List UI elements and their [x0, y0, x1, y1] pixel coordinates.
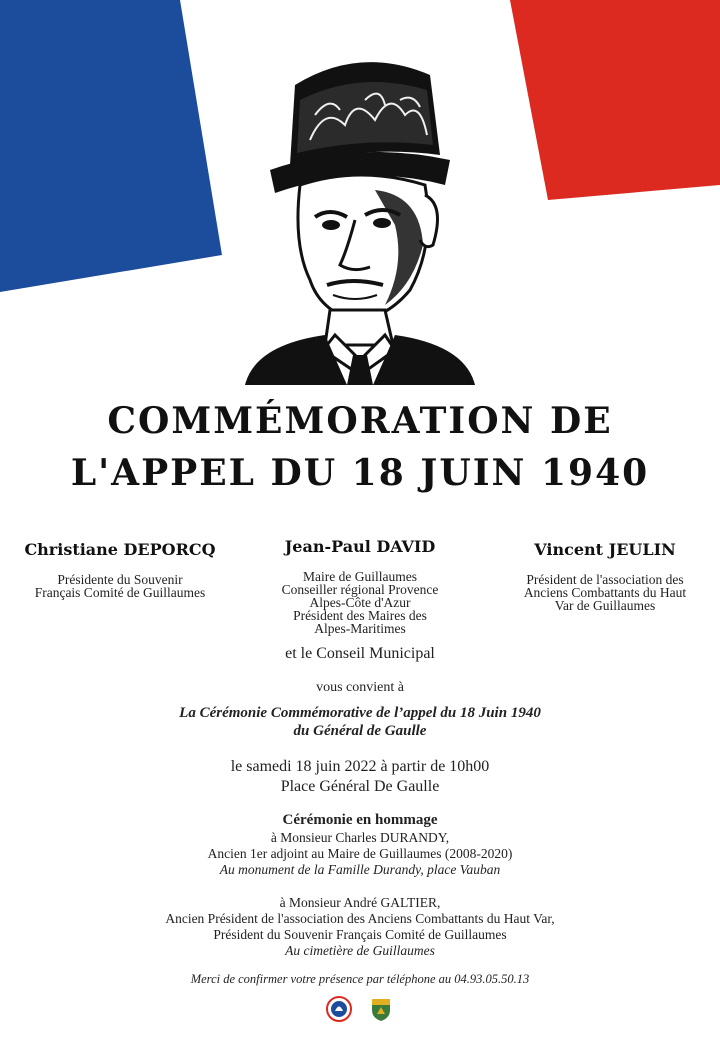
person-name: Christiane DEPORCQ: [24, 540, 216, 559]
invite-line: vous convient à: [316, 680, 404, 695]
person-name: Jean-Paul DAVID: [284, 537, 436, 556]
title-line-2: L'APPEL DU 18 JUIN 1940: [70, 452, 650, 494]
location: Place Général De Gaulle: [280, 778, 440, 795]
person-david: [250, 537, 470, 635]
homage-second: à Monsieur André GALTIER, Ancien Président de l'association des Anciens Combattants du Haut Var, Président du Souvenir Français Comité de Guillaumes Au cimetière de Guillaumes: [0, 895, 720, 959]
homage-heading: Cérémonie en hommage: [282, 812, 438, 828]
council-line: et le Conseil Municipal: [285, 645, 435, 662]
logos-row: [0, 996, 720, 1022]
homage-first: à Monsieur Charles DURANDY, Ancien 1er adjoint au Maire de Guillaumes (2008-2020) Au monument de la Famille Durandy, place Vauban: [0, 830, 720, 878]
person-role: Maire de Guillaumes Conseiller régional Provence Alpes-Côte d'Azur Président des Maires des Alpes-Maritimes: [281, 569, 439, 636]
person-jeulin: [495, 540, 715, 612]
title-line-1: COMMÉMORATION DE: [107, 400, 613, 442]
rsvp-line: Merci de confirmer votre présence par téléphone au 04.93.05.50.13: [190, 972, 530, 986]
person-role: Président de l'association des Anciens Combattants du Haut Var de Guillaumes: [523, 572, 687, 613]
person-deporcq: [10, 540, 230, 599]
person-role: Présidente du Souvenir Français Comité de Guillaumes: [34, 572, 206, 600]
person-name: Vincent JEULIN: [534, 540, 676, 559]
flag-blue-band: [0, 0, 230, 295]
ceremony-title: La Cérémonie Commémorative de l’appel du 18 Juin 1940 du Général de Gaulle: [179, 705, 541, 739]
general-portrait-illustration: [235, 45, 485, 385]
souvenir-francais-logo: [326, 996, 352, 1022]
guillaumes-crest-logo: [368, 996, 394, 1022]
date-time: le samedi 18 juin 2022 à partir de 10h00: [230, 758, 490, 775]
flag-red-band: [505, 0, 720, 205]
homage-second-place: Au cimetière de Guillaumes: [285, 943, 435, 958]
homage-first-place: Au monument de la Famille Durandy, place Vauban: [219, 862, 501, 877]
